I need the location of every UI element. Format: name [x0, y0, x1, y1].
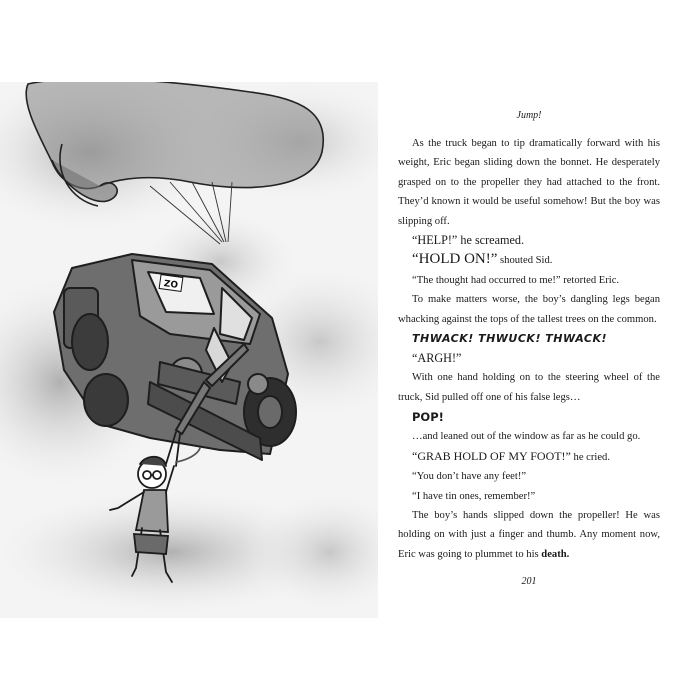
paragraph: …and leaned out of the window as far as he could go.	[412, 431, 641, 443]
paragraph: With one hand holding on to the steering wheel of the truck, Sid pulled off one of his false legs…	[398, 372, 660, 403]
emphasis-text: death.	[541, 548, 570, 560]
sound-effect-thwack: THWACK! THWUCK! THWACK!	[412, 332, 608, 346]
running-head: Jump!	[516, 110, 542, 121]
sound-effect-pop: POP!	[412, 410, 444, 425]
illustration-drawing	[0, 82, 378, 618]
page-number: 201	[521, 576, 537, 587]
paragraph: As the truck began to tip dramatically forward with his weight, Eric began sliding down the bonnet. He desperately grasped on to the propeller they had attached to the front. They’d known it would be useful somehow! But the boy was slipping off.	[398, 138, 660, 227]
page-body-text	[398, 134, 660, 564]
dialogue-tag: shouted Sid.	[497, 255, 553, 267]
paragraph: To make matters worse, the boy’s dangling legs began whacking against the tops of the tallest trees on the common.	[398, 294, 660, 325]
illustration-truck-and-boy	[0, 82, 378, 618]
paragraph: “HELP!” he screamed.	[412, 233, 525, 248]
paragraph: “ARGH!”	[412, 351, 462, 366]
dialogue-tag: he cried.	[570, 451, 611, 463]
shout-text: “GRAB HOLD OF MY FOOT!”	[412, 448, 571, 463]
paragraph-text: The boy’s hands slipped down the propeller! He was holding on with just a finger and thumb. Any moment now, Eric was going to plummet to his	[398, 509, 660, 560]
paragraph: “The thought had occurred to me!” retorted Eric.	[412, 274, 620, 286]
paragraph	[398, 506, 660, 564]
book-spread	[0, 82, 700, 618]
paragraph: “You don’t have any feet!”	[412, 471, 527, 483]
text-page	[398, 82, 680, 618]
shout-text: “HOLD ON!”	[412, 251, 498, 268]
paragraph	[398, 447, 660, 467]
paragraph	[398, 250, 660, 270]
paragraph: “I have tin ones, remember!”	[412, 490, 536, 502]
truck-badge-text: ZO	[163, 279, 179, 291]
